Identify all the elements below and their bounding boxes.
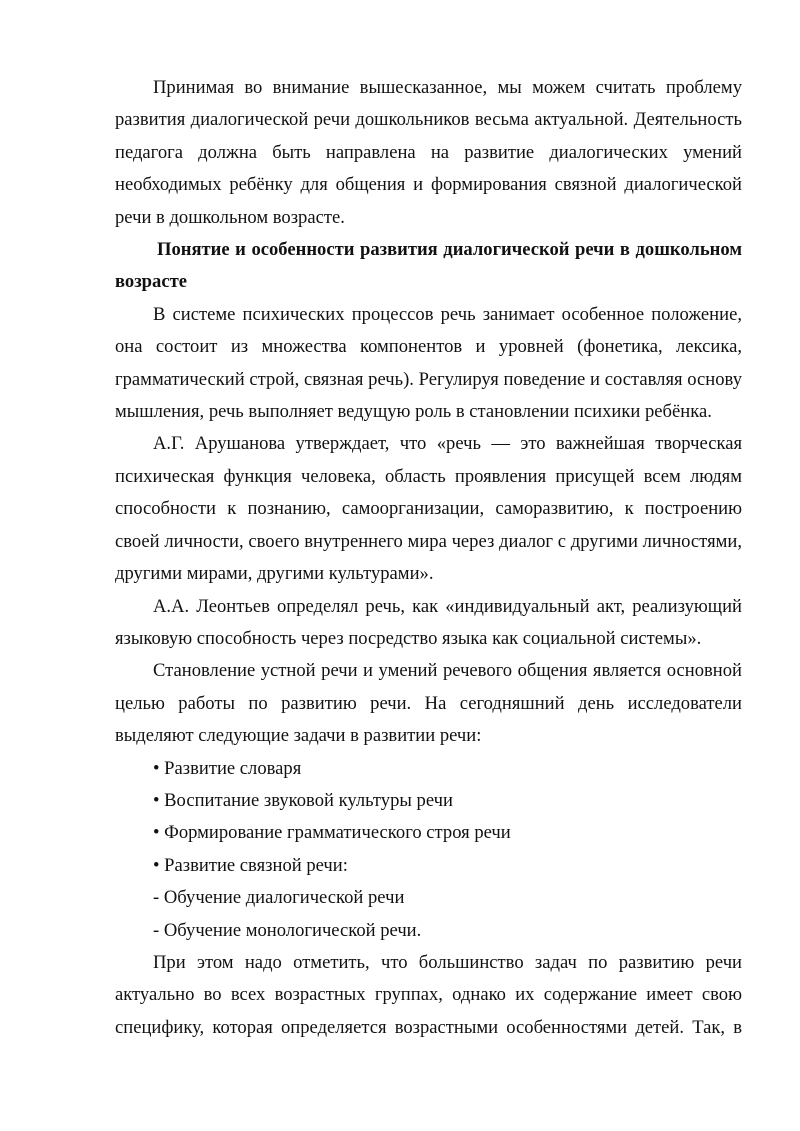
paragraph-arushanova-quote: А.Г. Арушанова утверждает, что «речь — это важнейшая творческая психическая функция человека, область проявления присущей всем людям способности к познанию, самоорганизации, саморазвитию, к построению своей личности, своего внутреннего мира через диалог с другими личностями, другими мирами, другими культурами».	[115, 433, 742, 585]
list-item-vocabulary: • Развитие словаря	[153, 757, 302, 779]
paragraph-leontiev-quote: А.А. Леонтьев определял речь, как «индивидуальный акт, реализующий языковую способность через посредство языка как социальной системы».	[115, 595, 742, 649]
list-item-coherent-speech: • Развитие связной речи:	[153, 854, 348, 876]
paragraph-intro: Принимая во внимание вышесказанное, мы можем считать проблему развития диалогической речи дошкольников весьма актуальной. Деятельность педагога должна быть направлена на развитие диалогических умений необходимых ребёнку для общения и формирования связной диалогической речи в дошкольном возрасте.	[115, 77, 742, 228]
list-item-grammar: • Формирование грамматического строя речи	[153, 822, 511, 844]
paragraph-speech-system: В системе психических процессов речь занимает особенное положение, она состоит из множества компонентов и уровней (фонетика, лексика, грамматический строй, связная речь). Регулируя поведение и составляя основу мышления, речь выполняет ведущую роль в становлении психики ребёнка.	[115, 303, 742, 423]
paragraph-speech-tasks: Становление устной речи и умений речевого общения является основной целью работы по развитию речи. На сегодняшний день исследователи выделяют следующие задачи в развитии речи:	[115, 660, 742, 747]
list-item-monologic-training: - Обучение монологической речи.	[153, 919, 422, 941]
section-heading: Понятие и особенности развития диалогической речи в дошкольном возрасте	[115, 239, 742, 293]
list-item-sound-culture: • Воспитание звуковой культуры речи	[153, 789, 453, 811]
paragraph-age-groups: При этом надо отметить, что большинство задач по развитию речи актуально во всех возрастных группах, однако их содержание имеет свою специфику, которая определяется возрастными особенностями детей. Так, в	[115, 951, 742, 1038]
document-page	[115, 72, 742, 1044]
list-item-dialogic-training: - Обучение диалогической речи	[153, 887, 405, 909]
